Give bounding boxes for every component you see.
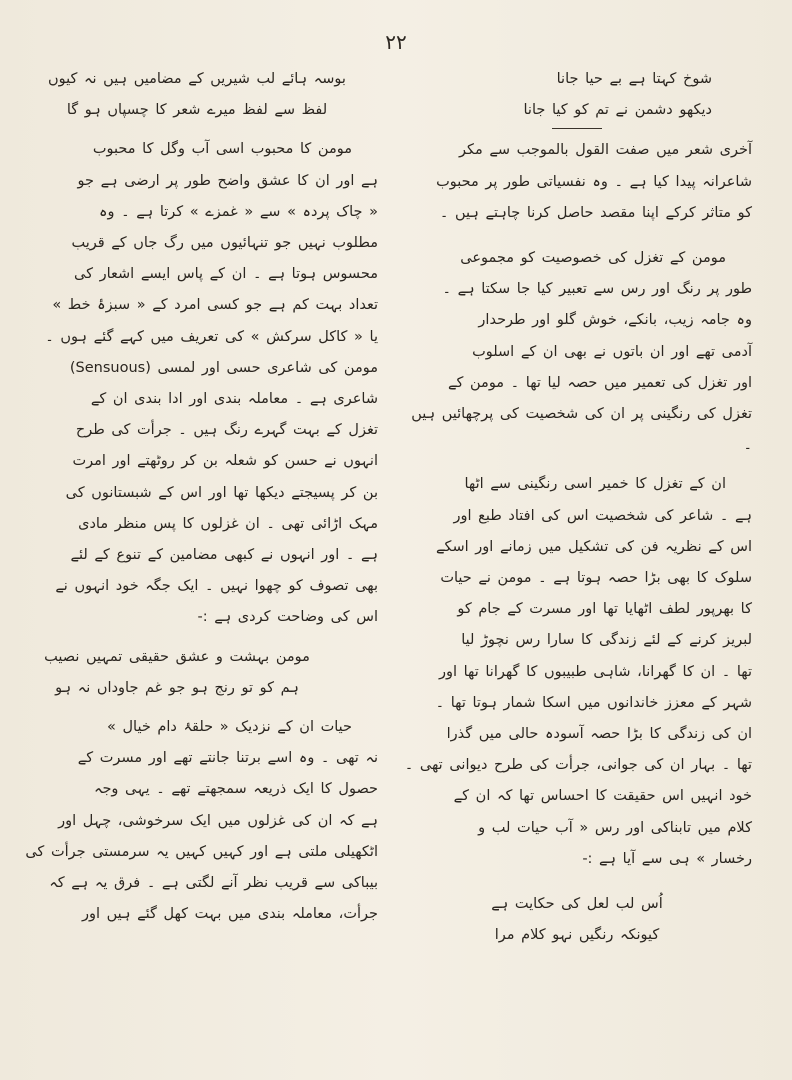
paragraph-gap <box>16 126 378 134</box>
paragraph-gap <box>402 875 752 889</box>
text-line: تغزل کے بہت گہرے رنگ ہیں ۔ جرأت کی طرح <box>75 422 378 439</box>
text-line: کو متاثر کرکے اپنا مقصد حاصل کرنا چاہتے ہیں ۔ <box>439 204 752 221</box>
paragraph-gap <box>402 229 752 243</box>
left-column <box>16 64 378 930</box>
text-line: مہک اڑائی تھی ۔ ان غزلوں کا پس منظر مادی <box>78 515 378 532</box>
text-line: بن کر پسیجتے دیکھا تھا اور اس کے شبستانوں کی <box>65 484 378 501</box>
text-line: تعداد بہت کم ہے جو کسی امرد کے « سبزۂ خط » <box>52 297 378 314</box>
text-line: ان کے تغزل کا خمیر اسی رنگینی سے اٹھا <box>464 476 726 493</box>
verse-line: شوخ کہتا ہے بے حیا جانا <box>556 71 712 87</box>
paragraph-gap <box>16 704 378 712</box>
text-line: تھا ۔ بہار ان کی جوانی، جرأت کی طرح دیوانی تھی ۔ <box>404 757 752 774</box>
text-line: تھا ۔ ان کا گھرانا، شاہی طبیبوں کا گھرانا تھا اور <box>439 663 752 680</box>
text-line: ہے ۔ شاعر کی شخصیت اس کی افتاد طبع اور <box>453 507 752 524</box>
text-line: مومن کے تغزل کی خصوصیت کو مجموعی <box>460 250 726 267</box>
verse-line: بوسہ ہائے لب شیریں کے مضامیں ہیں نہ کیوں <box>48 71 346 87</box>
verse-line: ہم کو تو رنج ہو جو غم جاوداں نہ ہو <box>55 679 299 696</box>
verse-line: اُس لب لعل کی حکایت ہے <box>491 896 663 913</box>
text-line: ہے کہ ان کی غزلوں میں ایک سرخوشی، چہل اور <box>58 812 378 829</box>
text-line: حیات ان کے نزدیک « حلقۂ دام خیال » <box>107 719 352 736</box>
text-line: انہوں نے حسن کو شعلہ بن کر روٹھتے اور امرت <box>72 453 378 470</box>
page-number: ۲۲ <box>385 30 407 54</box>
text-line: ہے ۔ اور انہوں نے کبھی مضامین کے تنوع کے لئے <box>70 547 378 564</box>
text-line: مومن کی شاعری حسی اور لمسی (Sensuous) <box>69 359 378 376</box>
text-line: مطلوب نہیں جو تنہائیوں میں رگ جاں کے قریب <box>71 235 378 252</box>
verse-line: لفظ سے لفظ میرے شعر کا چسپاں ہو گا <box>66 102 328 119</box>
text-line: وہ جامہ زیب، بانکے، خوش گلو اور طرحدار <box>478 312 752 329</box>
text-line: جرأت، معاملہ بندی میں بہت کھل گئے ہیں اور <box>81 906 378 923</box>
text-line: بھی تصوف کو چھوا نہیں ۔ ایک جگہ خود انہوں نے <box>55 578 378 595</box>
text-line: یا « کاکل سرکش » کی تعریف میں کہے گئے ہوں ۔ <box>45 328 378 345</box>
text-line: نہ تھی ۔ وہ اسے برتنا جانتے تھے اور مسرت کے <box>77 750 378 767</box>
text-line: حصول کا ایک ذریعہ سمجھتے تھے ۔ یہی وجہ <box>93 781 378 798</box>
text-line: آخری شعر میں صفت القول بالموجب سے مکر <box>459 142 752 159</box>
paragraph-gap <box>402 461 752 469</box>
text-line: اور تغزل کی تعمیر میں حصہ لیا تھا ۔ مومن کے <box>448 374 752 391</box>
text-line: اس کی وضاحت کردی ہے :- <box>197 609 378 626</box>
text-line: تغزل کی رنگینی پر ان کی شخصیت کی پرچھائیں ہیں ۔ <box>411 406 752 454</box>
text-line: کا بھرپور لطف اٹھایا تھا اور مسرت کے جام کو <box>457 601 752 618</box>
text-line: آدمی تھے اور ان باتوں نے بھی ان کے اسلوب <box>472 343 752 360</box>
text-line: شاعرانہ پیدا کیا ہے ۔ وہ نفسیاتی طور پر محبوب <box>436 173 752 190</box>
verse-line: کیونکہ رنگیں نہو کلام مرا <box>494 927 660 944</box>
paragraph-gap <box>16 634 378 642</box>
text-line: اٹکھیلی ملتی ہے اور کہیں کہیں یہ سرمستی جرأت کی <box>25 843 378 860</box>
text-line: رخسار » ہی سے آیا ہے :- <box>582 850 752 867</box>
text-line: ہے اور ان کا عشق واضح طور پر ارضی ہے جو <box>77 172 378 189</box>
text-line: اس کے نظریہ فن کی تشکیل میں زمانے اور اسکے <box>436 538 752 555</box>
text-line: مومن کا محبوب اسی آب وگل کا محبوب <box>92 141 352 158</box>
right-column <box>402 64 752 951</box>
verse-line: مومن بہشت و عشق حقیقی تمہیں نصیب <box>44 648 310 665</box>
text-line: محسوس ہوتا ہے ۔ ان کے پاس ایسے اشعار کی <box>74 266 378 283</box>
text-line: بیباکی سے قریب نظر آنے لگتی ہے ۔ فرق یہ ہے کہ <box>49 875 378 892</box>
text-line: ان کی زندگی کا بڑا حصہ آسودہ حالی میں گذرا <box>446 726 752 743</box>
text-line: طور پر رنگ اور رس سے تعبیر کیا جا سکتا ہے ۔ <box>442 281 752 298</box>
text-line: سلوک کا بھی بڑا حصہ ہوتا ہے ۔ مومن نے حیات <box>440 570 752 587</box>
text-line: شہر کے معزز خاندانوں میں اسکا شمار ہوتا تھا ۔ <box>435 694 752 711</box>
text-line: لبریز کرنے کے لئے زندگی کا سارا رس نچوڑ لیا <box>461 632 752 649</box>
text-line: شاعری ہے ۔ معاملہ بندی اور ادا بندی ان کے <box>90 391 378 408</box>
text-line: خود انہیں اس حقیقت کا احساس تھا کہ ان کے <box>453 788 752 805</box>
section-divider <box>552 128 602 129</box>
text-line: کلام میں تابناکی اور رس « آب حیات لب و <box>478 819 752 836</box>
text-line: « چاک پردہ » سے « غمزے » کرتا ہے ۔ وہ <box>99 203 378 220</box>
verse-line: دیکھو دشمن نے تم کو کیا جانا <box>523 102 712 119</box>
